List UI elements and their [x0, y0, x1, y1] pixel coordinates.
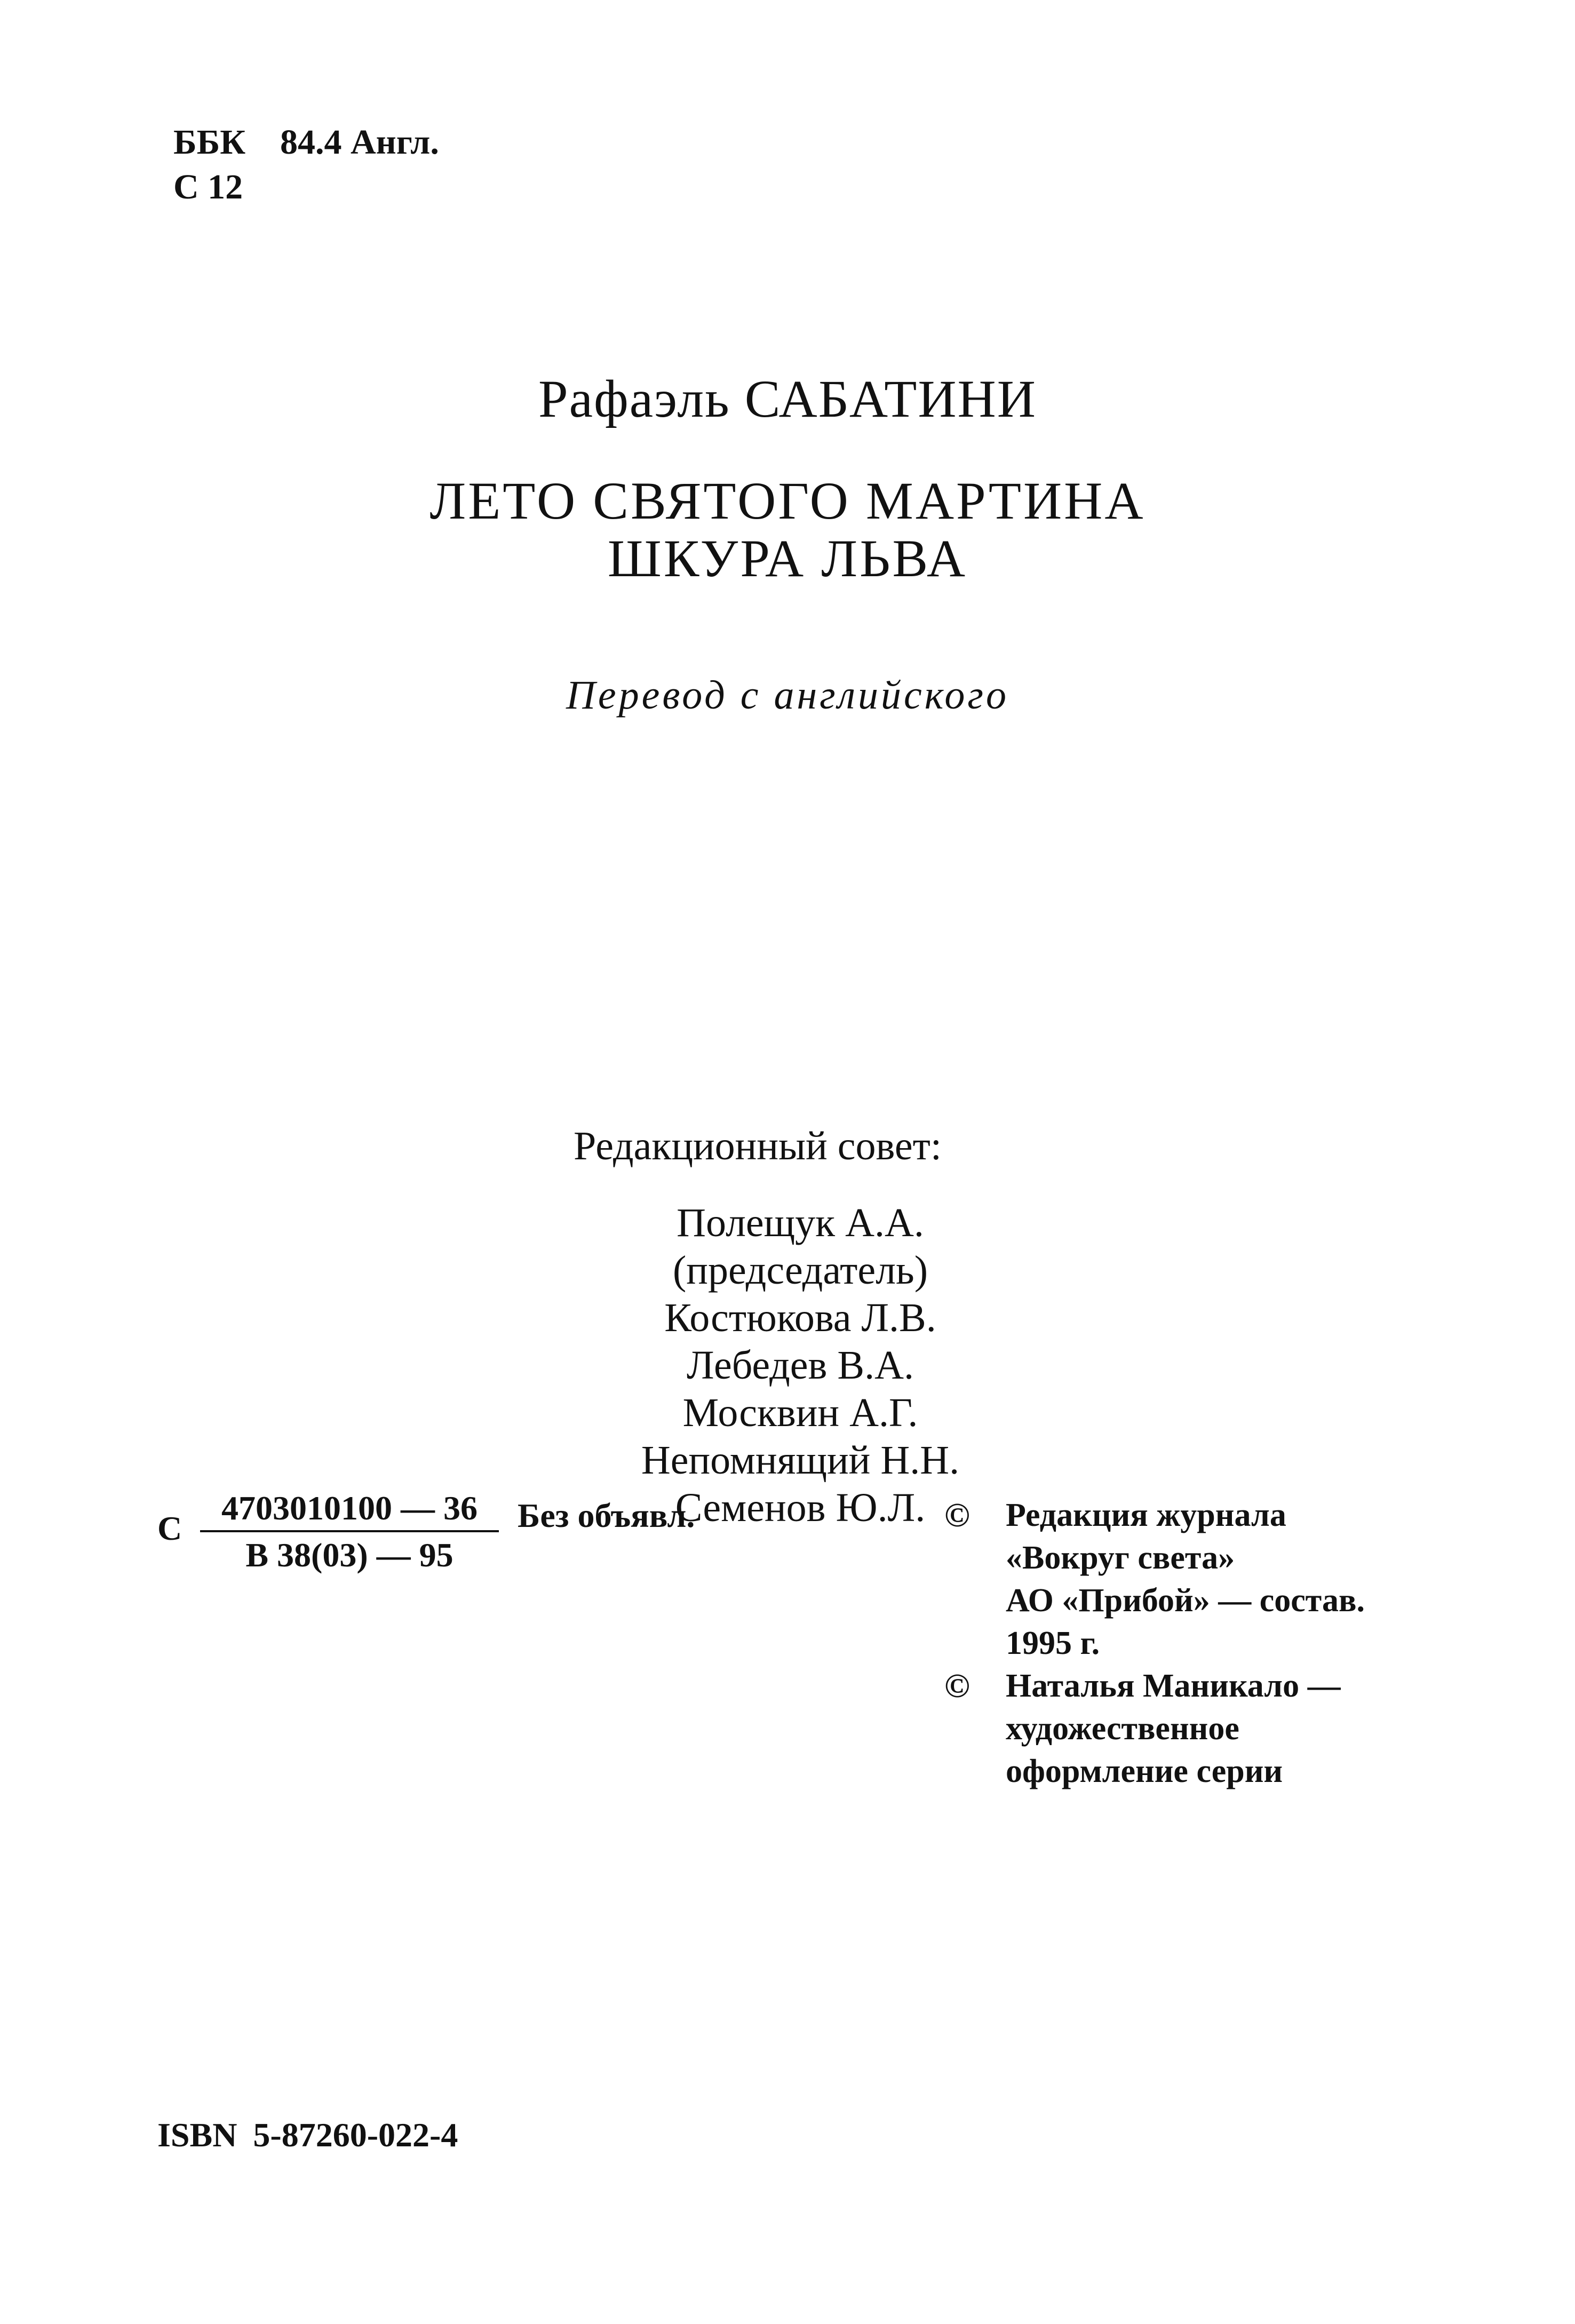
editorial-board-heading: Редакционный совет:: [574, 1124, 942, 1168]
bbk-label: ББК: [173, 123, 246, 162]
book-titles: [0, 472, 1575, 587]
publishing-code-letter: С: [157, 1509, 182, 1547]
copyright-icon: ©: [944, 1496, 970, 1534]
copyright-text: Наталья Маникало — художественное оформление серии: [1006, 1668, 1341, 1789]
book-title-2: ШКУРА ЛЬВА: [607, 529, 968, 588]
author-name: Рафаэль САБАТИНИ: [538, 369, 1037, 428]
copyright-entry: [944, 1665, 1365, 1793]
translation-note: Перевод с английского: [566, 673, 1009, 718]
board-member: Непомнящий Н.Н.: [641, 1438, 960, 1483]
copyright-entry: [944, 1494, 1365, 1665]
bbk-row: [173, 120, 439, 165]
publishing-code-fraction: [200, 1489, 499, 1575]
editorial-board-list: [534, 1199, 1067, 1532]
book-title-1: ЛЕТО СВЯТОГО МАРТИНА: [429, 471, 1146, 530]
classification: [173, 120, 439, 210]
board-member: Семенов Ю.Л.: [675, 1485, 926, 1530]
bbk-value: 84.4 Англ.: [280, 123, 439, 162]
board-member: Лебедев В.А.: [686, 1343, 914, 1388]
board-member-role: (председатель): [672, 1248, 928, 1293]
isbn: [157, 2115, 458, 2155]
copyright-text: Редакция журнала «Вокруг света» АО «Прибой» — состав. 1995 г.: [1006, 1497, 1365, 1661]
board-member: Москвин А.Г.: [682, 1390, 918, 1435]
publishing-code-numerator: 4703010100 — 36: [200, 1489, 499, 1532]
isbn-label: ISBN: [157, 2116, 237, 2154]
classification-index: С 12: [173, 168, 243, 206]
copyright-icon: ©: [944, 1667, 970, 1705]
publishing-code-denominator: В 38(03) — 95: [245, 1536, 454, 1574]
publishing-code-note: Без объявл.: [518, 1497, 695, 1534]
isbn-value: 5-87260-022-4: [253, 2116, 458, 2154]
board-member: Полещук А.А.: [677, 1200, 924, 1245]
copyrights: [944, 1494, 1365, 1793]
board-member: Костюкова Л.В.: [664, 1295, 936, 1340]
